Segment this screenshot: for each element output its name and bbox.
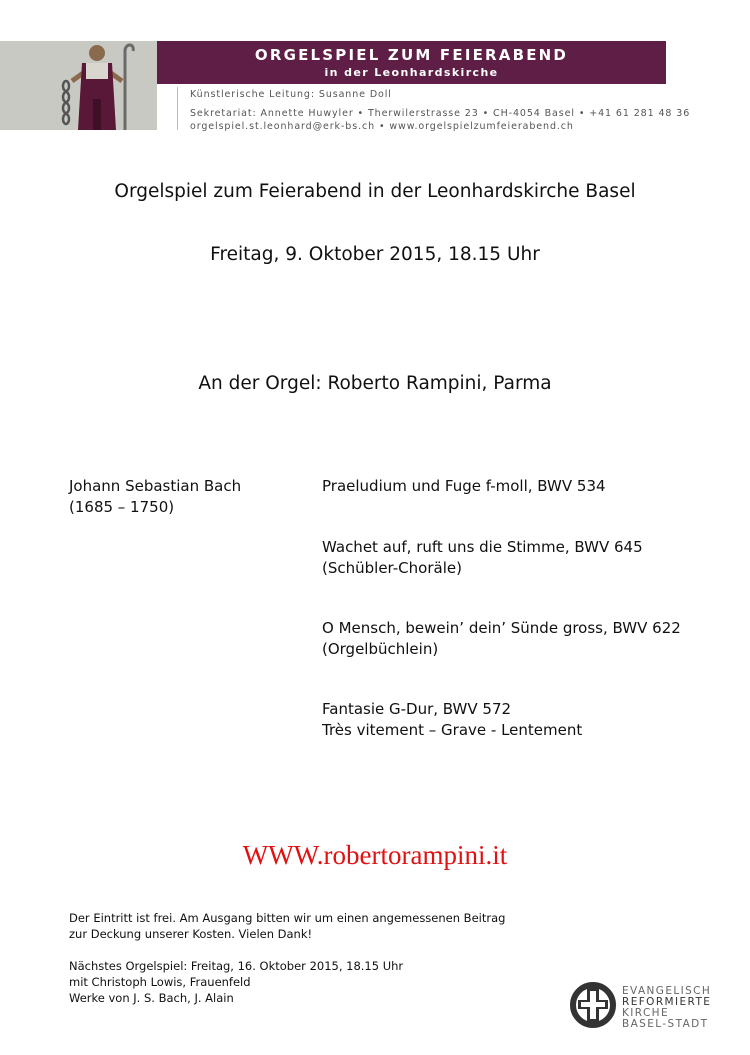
piece-title: Praeludium und Fuge f-moll, BWV 534 [322,477,606,495]
piece-title: O Mensch, bewein’ dein’ Sünde gross, BWV 622 [322,619,681,637]
next-concert-line: mit Christoph Lowis, Frauenfeld [69,975,251,989]
program-piece [322,699,582,741]
piece-title: Wachet auf, ruft uns die Stimme, BWV 645 [322,538,643,556]
church-logo-line: BASEL-STADT [622,1018,709,1030]
header-divider [177,87,178,130]
church-logo-line: EVANGELISCH [622,985,712,997]
next-concert-line: Werke von J. S. Bach, J. Alain [69,991,234,1005]
header-contact: orgelspiel.st.leonhard@erk-bs.ch • www.orgelspielzumfeierabend.ch [190,121,574,132]
composer-name: Johann Sebastian Bach [69,477,242,495]
admission-line: zur Deckung unserer Kosten. Vielen Dank! [69,927,313,941]
admission-line: Der Eintritt ist frei. Am Ausgang bitten wir um einen angemessenen Beitrag [69,911,506,925]
next-concert-line: Nächstes Orgelspiel: Freitag, 16. Oktober 2015, 18.15 Uhr [69,959,404,973]
performer: An der Orgel: Roberto Rampini, Parma [198,373,552,394]
header-illustration [0,41,157,130]
saint-figure-icon [0,41,157,130]
header-direction: Künstlerische Leitung: Susanne Doll [190,89,392,100]
church-logo-icon [570,982,616,1028]
admission-note [69,910,505,942]
next-concert-note [69,958,403,1006]
program-piece [322,537,643,579]
piece-subtitle: (Schübler-Choräle) [322,559,462,577]
church-logo-line: KIRCHE [622,1007,670,1019]
concert-title: Orgelspiel zum Feierabend in der Leonhardskirche Basel [114,181,636,202]
piece-subtitle: Très vitement – Grave - Lentement [322,721,583,739]
program-piece [322,618,681,660]
composer-dates: (1685 – 1750) [69,498,175,516]
church-logo-line: REFORMIERTE [622,996,712,1008]
composer-block [69,476,241,518]
piece-subtitle: (Orgelbüchlein) [322,640,439,658]
website-link[interactable]: WWW.robertorampini.it [242,840,508,870]
piece-title: Fantasie G-Dur, BWV 572 [322,700,512,718]
header-secretariat: Sekretariat: Annette Huwyler • Therwilerstrasse 23 • CH-4054 Basel • +41 61 281 48 36 [190,108,691,119]
header-title: ORGELSPIEL ZUM FEIERABEND [254,46,569,64]
concert-date: Freitag, 9. Oktober 2015, 18.15 Uhr [210,244,540,265]
program-piece [322,476,606,497]
header-subtitle: in der Leonhardskirche [324,66,499,79]
